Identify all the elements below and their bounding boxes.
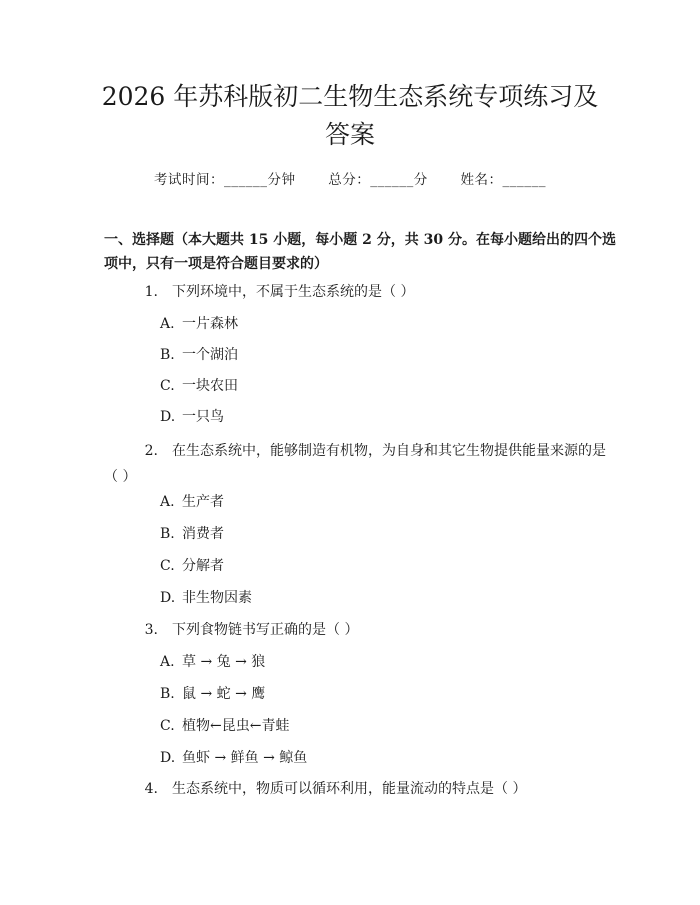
option-2a	[160, 492, 224, 512]
option-letter: D.	[160, 750, 176, 766]
option-text: 鱼虾 → 鲜鱼 → 鲸鱼	[182, 750, 308, 766]
exam-meta	[0, 168, 700, 188]
question-number: 3.	[144, 622, 158, 638]
option-letter: D.	[160, 409, 176, 425]
question-text: 下列食物链书写正确的是（ ）	[172, 622, 359, 638]
option-3a	[160, 652, 265, 672]
title-line-2: 答案	[324, 120, 375, 149]
option-text: 分解者	[182, 558, 224, 574]
total-score: 总分：______分	[328, 172, 428, 188]
option-3b	[160, 684, 265, 704]
option-letter: C.	[160, 718, 175, 734]
exam-time: 考试时间：______分钟	[153, 172, 296, 188]
section-heading	[104, 228, 624, 276]
option-letter: B.	[160, 347, 175, 363]
question-number: 1.	[144, 284, 158, 300]
option-1c	[160, 376, 238, 396]
option-1b	[160, 345, 238, 365]
option-letter: D.	[160, 590, 176, 606]
document-title	[60, 78, 640, 154]
option-letter: A.	[160, 316, 175, 332]
option-2b	[160, 524, 224, 544]
option-text: 一只鸟	[182, 409, 224, 425]
option-letter: C.	[160, 558, 175, 574]
question-1	[104, 280, 624, 304]
option-letter: C.	[160, 378, 175, 394]
student-name: 姓名：______	[460, 172, 547, 188]
option-text: 生产者	[182, 494, 224, 510]
option-text: 植物←昆虫←青蛙	[182, 718, 290, 734]
option-text: 非生物因素	[182, 590, 252, 606]
question-number: 2.	[144, 443, 158, 459]
option-text: 一个湖泊	[182, 347, 238, 363]
title-line-1: 2026 年苏科版初二生物生态系统专项练习及	[101, 82, 599, 111]
option-2d	[160, 588, 252, 608]
option-text: 消费者	[182, 526, 224, 542]
question-text: 下列环境中，不属于生态系统的是（ ）	[172, 284, 415, 300]
section-heading-line-1: 一、选择题（本大题共 15 小题，每小题 2 分，共 30 分。在每小题给出的四个选	[104, 232, 616, 248]
section-heading-line-2: 项中，只有一项是符合题目要求的）	[104, 256, 328, 272]
option-1d	[160, 407, 224, 427]
option-3c	[160, 716, 289, 736]
question-text: 生态系统中，物质可以循环利用，能量流动的特点是（ ）	[172, 781, 527, 797]
question-4	[104, 777, 624, 801]
question-text-line-1: 在生态系统中，能够制造有机物，为自身和其它生物提供能量来源的是	[172, 443, 606, 459]
option-letter: B.	[160, 686, 175, 702]
option-text: 一块农田	[182, 378, 238, 394]
option-2c	[160, 556, 224, 576]
option-letter: B.	[160, 526, 175, 542]
option-text: 鼠 → 蛇 → 鹰	[182, 686, 266, 702]
question-2	[104, 438, 624, 490]
option-text: 一片森林	[182, 316, 238, 332]
option-letter: A.	[160, 494, 175, 510]
option-text: 草 → 兔 → 狼	[182, 654, 266, 670]
option-1a	[160, 314, 238, 334]
option-letter: A.	[160, 654, 175, 670]
question-3	[104, 618, 624, 642]
option-3d	[160, 748, 307, 768]
question-text-line-2: （ ）	[104, 469, 137, 485]
question-number: 4.	[144, 781, 158, 797]
